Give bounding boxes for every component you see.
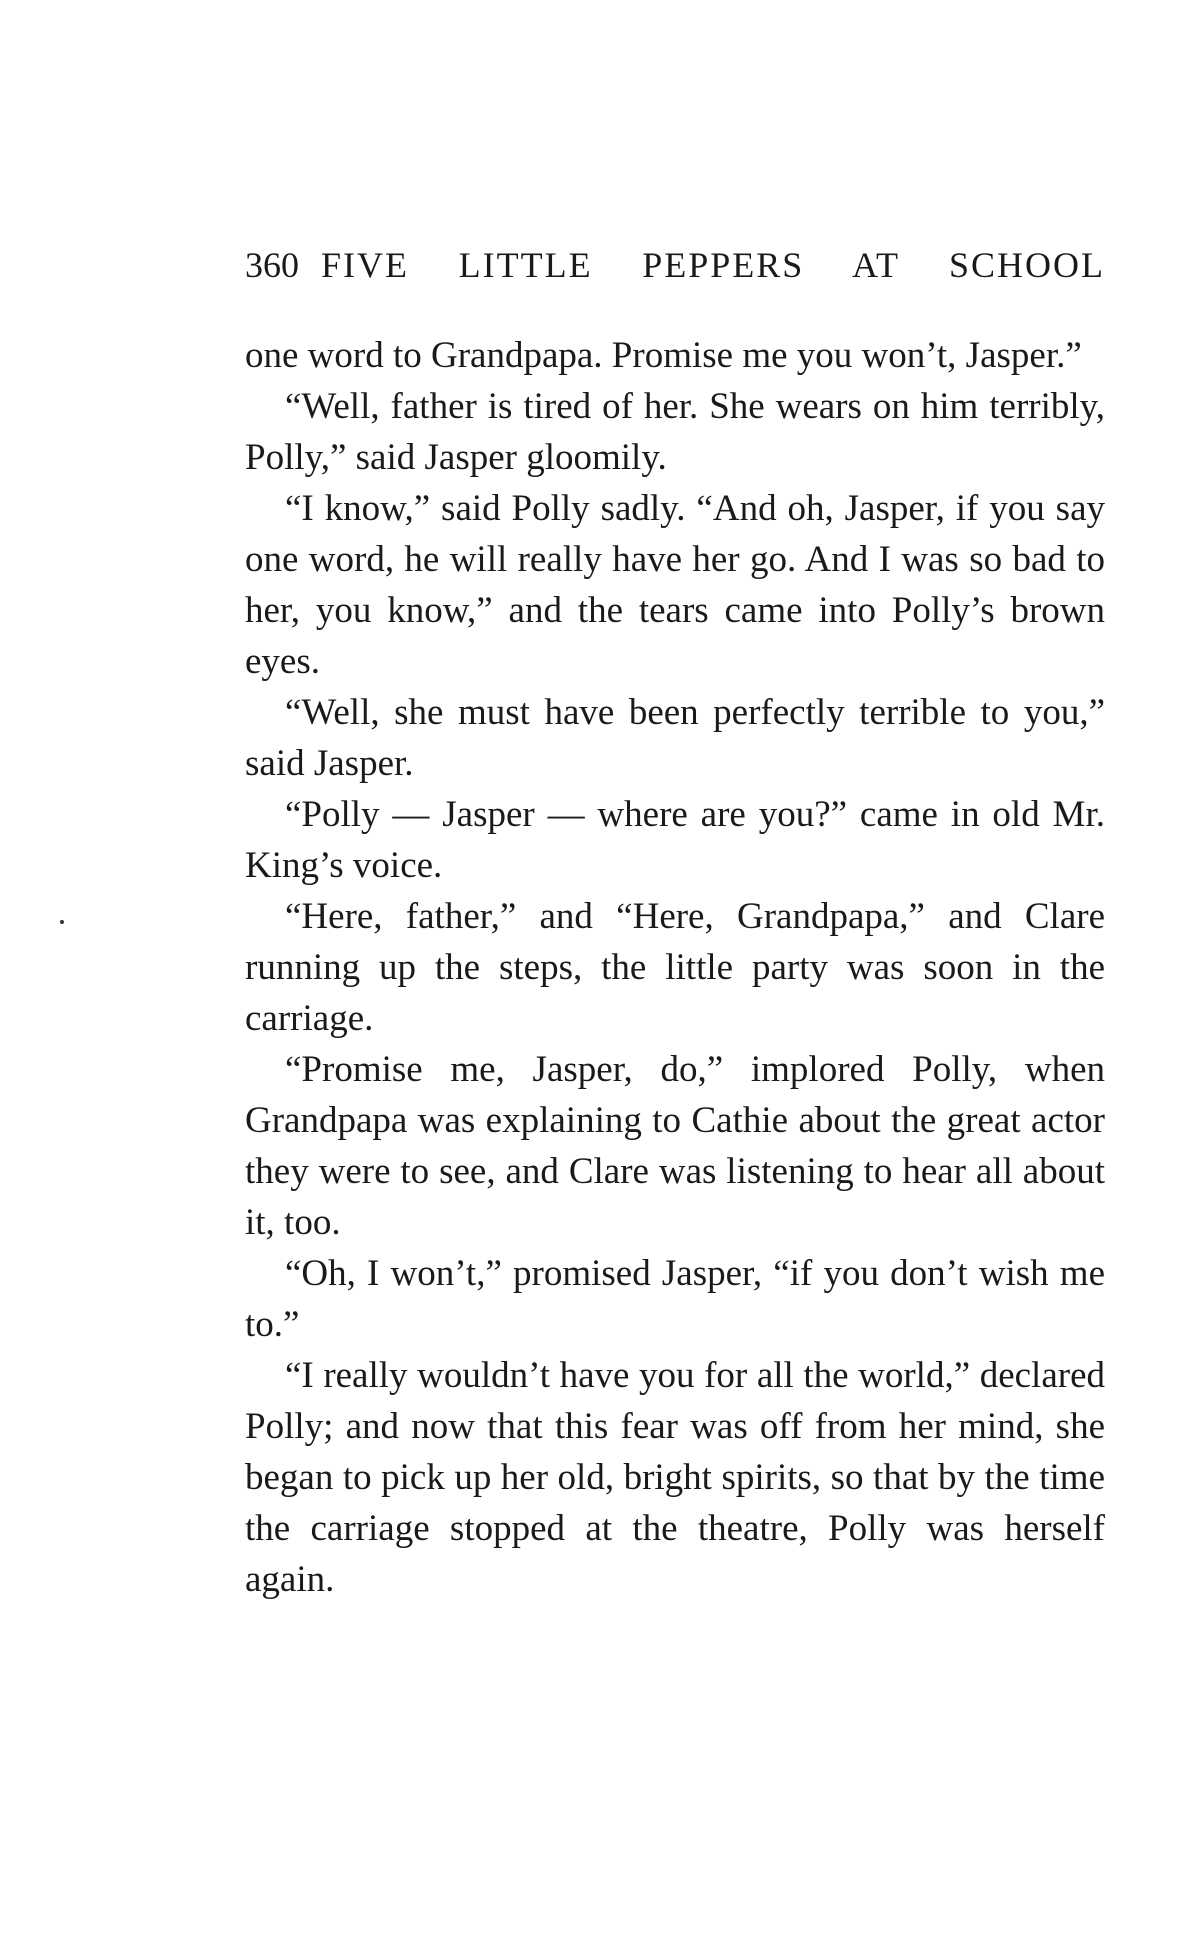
stray-ink-mark (60, 920, 64, 924)
body-text (245, 330, 1105, 1605)
paragraph: “Promise me, Jasper, do,” implored Polly, when Grandpapa was explaining to Cathie about the great actor they were to see, and Clare was listening to hear all about it, too. (245, 1049, 1105, 1243)
paragraph: “Oh, I won’t,” promised Jasper, “if you don’t wish me to.” (245, 1253, 1105, 1345)
paragraph: “Polly — Jasper — where are you?” came in old Mr. King’s voice. (245, 794, 1105, 886)
paragraph: “I know,” said Polly sadly. “And oh, Jasper, if you say one word, he will really have her go. And I was so bad to her, you know,” and the tears came into Polly’s brown eyes. (245, 488, 1105, 682)
running-title: FIVE LITTLE PEPPERS AT SCHOOL (321, 245, 1105, 285)
paragraph: “Well, she must have been perfectly terrible to you,” said Jasper. (245, 692, 1105, 784)
page-header (245, 244, 1105, 294)
paragraph: “Well, father is tired of her. She wears on him terribly, Polly,” said Jasper gloomily. (245, 386, 1105, 478)
page-number: 360 (245, 245, 299, 285)
paragraph: “I really wouldn’t have you for all the world,” declared Polly; and now that this fear was off from her mind, she began to pick up her old, bright spirits, so that by the time the carriage stopped at the theatre, Polly was herself again. (245, 1355, 1105, 1600)
paragraph: “Here, father,” and “Here, Grandpapa,” and Clare running up the steps, the little party was soon in the carriage. (245, 896, 1105, 1039)
paragraph: one word to Grandpapa. Promise me you won’t, Jasper.” (245, 335, 1082, 376)
